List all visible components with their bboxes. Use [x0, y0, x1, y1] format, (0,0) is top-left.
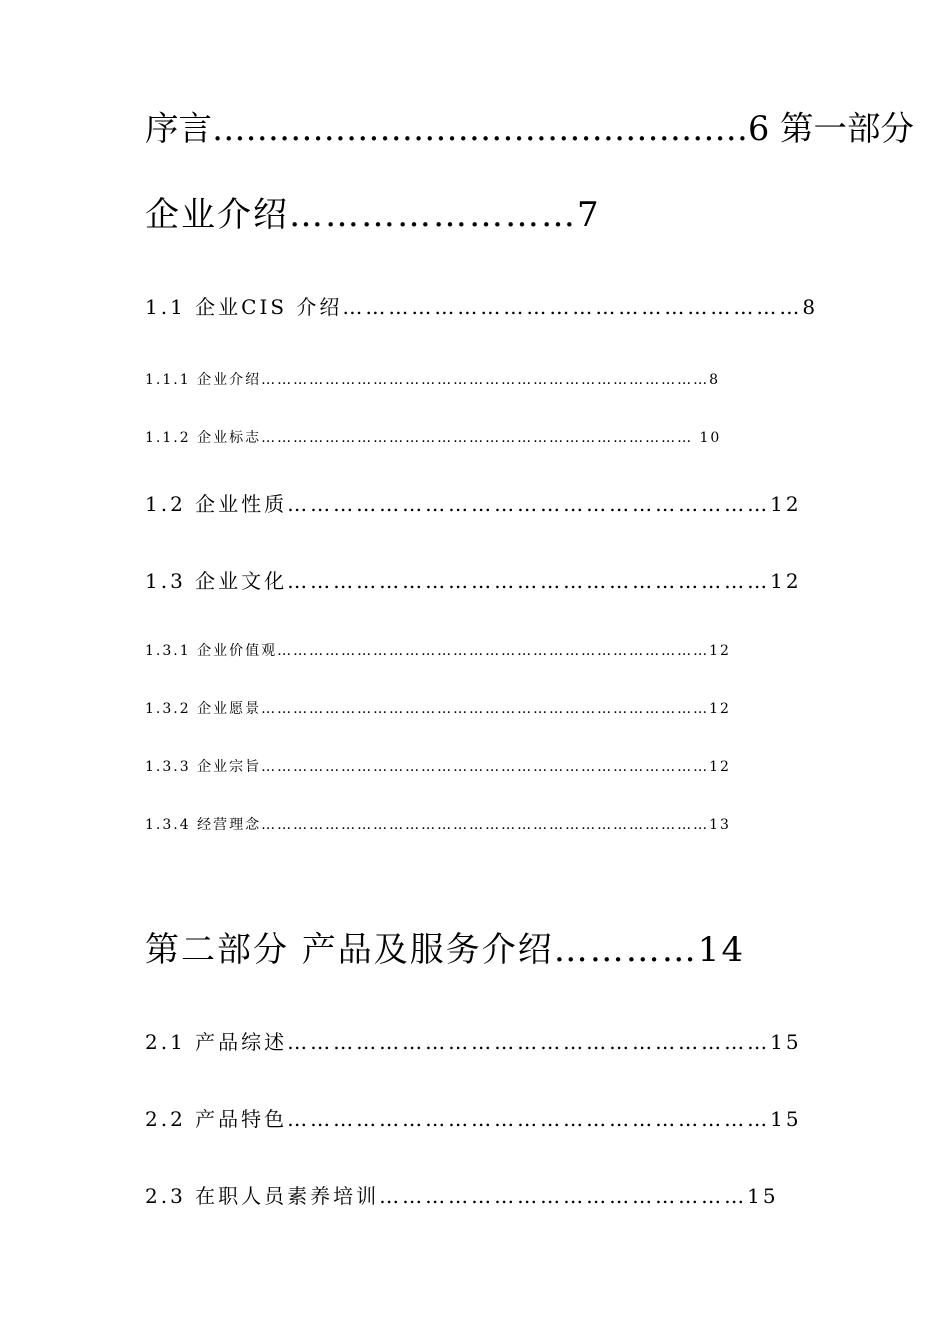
toc-entry-2-3: 2.3 在职人员素养培训…………………………………………15: [145, 1184, 779, 1208]
toc-entry-preface-part1: 序言…………………………………………6 第一部分: [145, 109, 914, 148]
toc-entry-1-3-2: 1.3.2 企业愿景…………………………………………………………………………12: [145, 701, 731, 717]
toc-entry-1-3-3: 1.3.3 企业宗旨…………………………………………………………………………12: [145, 759, 731, 775]
toc-entry-part2: 第二部分 产品及服务介绍…………14: [145, 930, 746, 970]
toc-entry-1-2: 1.2 企业性质………………………………………………………12: [145, 492, 802, 516]
toc-entry-1-1-1: 1.1.1 企业介绍…………………………………………………………………………8: [145, 372, 720, 388]
toc-entry-1-1: 1.1 企业CIS 介绍……………………………………………………8: [145, 295, 819, 319]
toc-entry-1-3: 1.3 企业文化………………………………………………………12: [145, 569, 802, 593]
toc-entry-1-3-1: 1.3.1 企业价值观………………………………………………………………………12: [145, 643, 731, 659]
toc-entry-1-3-4: 1.3.4 经营理念…………………………………………………………………………13: [145, 817, 731, 833]
toc-entry-company-intro: 企业介绍……………………7: [145, 195, 601, 235]
toc-entry-2-2: 2.2 产品特色………………………………………………………15: [145, 1107, 802, 1131]
toc-entry-2-1: 2.1 产品综述………………………………………………………15: [145, 1030, 802, 1054]
toc-entry-1-1-2: 1.1.2 企业标志……………………………………………………………………… 10: [145, 430, 722, 446]
